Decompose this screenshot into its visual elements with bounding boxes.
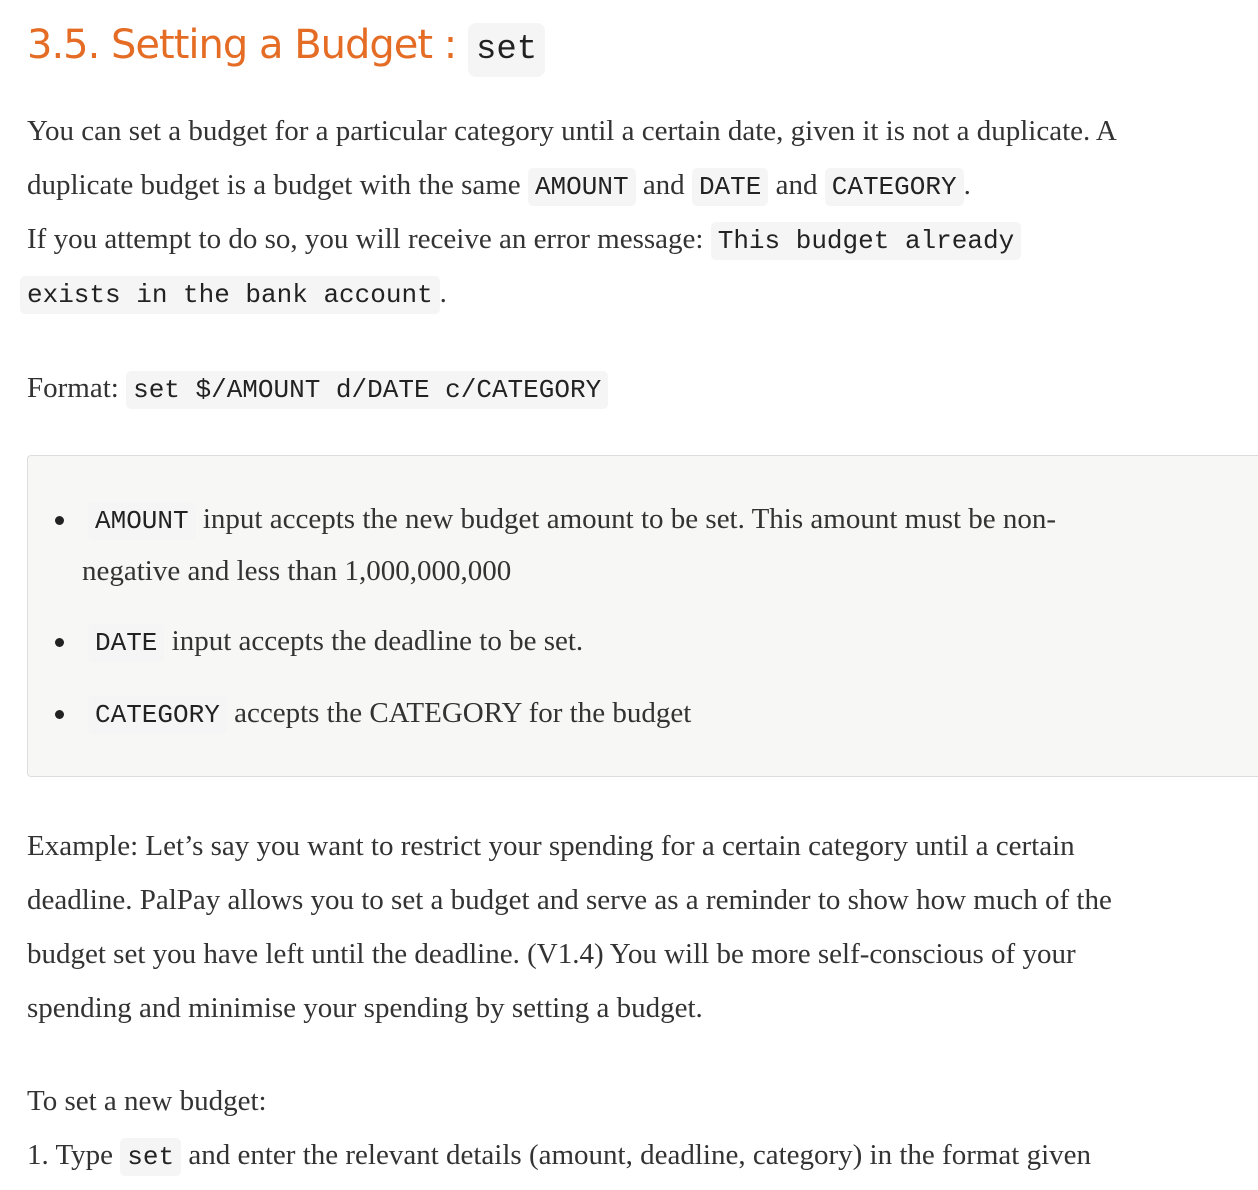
text: and enter the relevant details (amount, deadline, category) in the format given bbox=[188, 1139, 1092, 1171]
parameter-notes-box bbox=[27, 455, 1258, 777]
intro-line bbox=[27, 158, 1117, 212]
category-code: CATEGORY bbox=[825, 168, 964, 206]
intro-line bbox=[27, 266, 1117, 320]
heading-text: 3.5. Setting a Budget : bbox=[27, 22, 457, 68]
date-code: DATE bbox=[692, 168, 768, 206]
steps-intro: To set a new budget: bbox=[27, 1085, 267, 1117]
parameter-list bbox=[82, 494, 1057, 740]
param-code: AMOUNT bbox=[88, 502, 196, 540]
text: If you attempt to do so, you will receive an error message: bbox=[27, 223, 704, 255]
heading-command-code: set bbox=[468, 23, 545, 77]
set-code: set bbox=[120, 1138, 181, 1176]
example-line: Example: Let’s say you want to restrict your spending for a certain category until a certain bbox=[27, 830, 1075, 862]
intro-paragraph bbox=[27, 104, 1117, 320]
error-message-code: This budget already bbox=[711, 222, 1021, 260]
text: negative and less than 1,000,000,000 bbox=[82, 555, 512, 587]
example-line: spending and minimise your spending by setting a budget. bbox=[27, 992, 703, 1024]
text: . bbox=[963, 169, 971, 201]
intro-line: You can set a budget for a particular category until a certain date, given it is not a duplicate. A bbox=[27, 115, 1117, 147]
text: and bbox=[642, 169, 685, 201]
text: accepts the CATEGORY for the budget bbox=[234, 697, 692, 729]
example-paragraph bbox=[27, 819, 1112, 1035]
format-label: Format: bbox=[27, 372, 119, 404]
list-item bbox=[88, 688, 1056, 740]
example-line: deadline. PalPay allows you to set a budget and serve as a reminder to show how much of the bbox=[27, 884, 1112, 916]
format-line bbox=[27, 361, 608, 415]
text: and bbox=[775, 169, 818, 201]
text: duplicate budget is a budget with the same bbox=[27, 169, 521, 201]
steps-section bbox=[27, 1074, 1091, 1182]
step-1 bbox=[27, 1128, 1091, 1182]
section-heading bbox=[27, 22, 545, 69]
list-item bbox=[88, 616, 1056, 668]
text: input accepts the deadline to be set. bbox=[171, 625, 584, 657]
param-code: CATEGORY bbox=[88, 696, 227, 734]
intro-line bbox=[27, 212, 1117, 266]
list-item bbox=[82, 494, 1057, 596]
text: 1. Type bbox=[27, 1139, 114, 1171]
param-code: DATE bbox=[88, 624, 164, 662]
format-code: set $/AMOUNT d/DATE c/CATEGORY bbox=[126, 371, 608, 409]
example-line: budget set you have left until the deadline. (V1.4) You will be more self-conscious of your bbox=[27, 938, 1076, 970]
text: input accepts the new budget amount to be set. This amount must be non- bbox=[202, 503, 1057, 535]
amount-code: AMOUNT bbox=[528, 168, 636, 206]
text: . bbox=[439, 277, 447, 309]
error-message-code: exists in the bank account bbox=[20, 276, 440, 314]
